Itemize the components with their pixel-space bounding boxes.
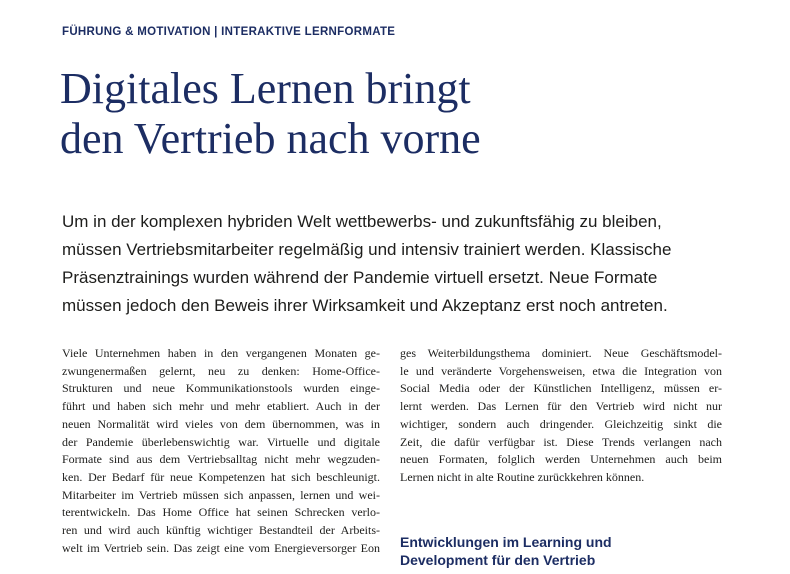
body-line: welt im Vertrieb sein. Das zeigt eine vom Energieversorger Eon [62, 540, 380, 555]
body-line: Lernen nicht in alte Routine zurückkehren können. [400, 469, 645, 484]
body-line: zwungenermaßen gelernt, neu zu denken: Home-Office- [62, 363, 380, 378]
article-title [60, 64, 481, 164]
subheading-line: Entwicklungen im Learning und [400, 534, 612, 550]
title-line: Digitales Lernen bringt [60, 64, 471, 113]
body-line: ges Weiterbildungsthema dominiert. Neue Geschäftsmodel- [400, 346, 722, 360]
article-lead [62, 208, 762, 320]
body-line: Viele Unternehmen haben in den vergangenen Monaten ge- [62, 346, 380, 360]
body-line: Strukturen und neue Kommunikationstools wurden einge- [62, 381, 380, 396]
lead-line: Um in der komplexen hybriden Welt wettbewerbs- und zukunftsfähig zu bleiben, [62, 212, 662, 231]
body-line: lernt werden. Das Lernen für den Vertrieb wird nicht nur [400, 399, 722, 414]
body-line: neuen Normalität wird vieles von dem übernommen, was in [62, 416, 380, 431]
body-line: der Pandemie überlebenswichtig war. Virtuelle und digitale [62, 434, 380, 449]
body-line: Social Media oder der Künstlichen Intelligenz, müssen er- [400, 381, 722, 396]
title-line: den Vertrieb nach vorne [60, 114, 481, 163]
lead-line: Präsenztrainings wurden während der Pandemie virtuell ersetzt. Neue Formate [62, 268, 658, 287]
body-line: wichtiger, sondern auch dringender. Gleichzeitig sinkt die [400, 416, 722, 431]
subheading-line: Development für den Vertrieb [400, 552, 596, 568]
body-column-left [62, 345, 380, 557]
body-column-right [400, 345, 722, 487]
body-line: führt und haben sich mehr und mehr etabliert. Auch in der [62, 399, 380, 414]
body-line: ken. Der Bedarf für neue Kompetenzen hat sich beschleunigt. [62, 469, 380, 484]
body-line: Zeit, die dafür verfügbar ist. Diese Trends verlangen nach [400, 434, 722, 449]
body-line: le und veränderte Vorgehensweisen, etwa die Integration von [400, 363, 722, 378]
body-line: terentwickeln. Das Home Office hat seinen Schrecken verlo- [62, 505, 380, 520]
section-subheading [400, 533, 612, 569]
lead-line: müssen Vertriebsmitarbeiter regelmäßig und intensiv trainiert werden. Klassische [62, 240, 672, 259]
body-line: neuen Formaten, folglich werden Unternehmen auch beim [400, 452, 722, 467]
lead-line: müssen jedoch den Beweis ihrer Wirksamkeit und Akzeptanz erst noch antreten. [62, 296, 668, 315]
body-line: Formate sind aus dem Vertriebsalltag nicht mehr wegzuden- [62, 452, 380, 467]
body-line: Mitarbeiter im Vertrieb müssen sich anpassen, lernen und wei- [62, 487, 380, 502]
section-kicker: FÜHRUNG & MOTIVATION | INTERAKTIVE LERNFORMATE [62, 26, 396, 38]
body-line: ren und wird auch künftig wichtiger Bestandteil der Arbeits- [62, 523, 380, 538]
